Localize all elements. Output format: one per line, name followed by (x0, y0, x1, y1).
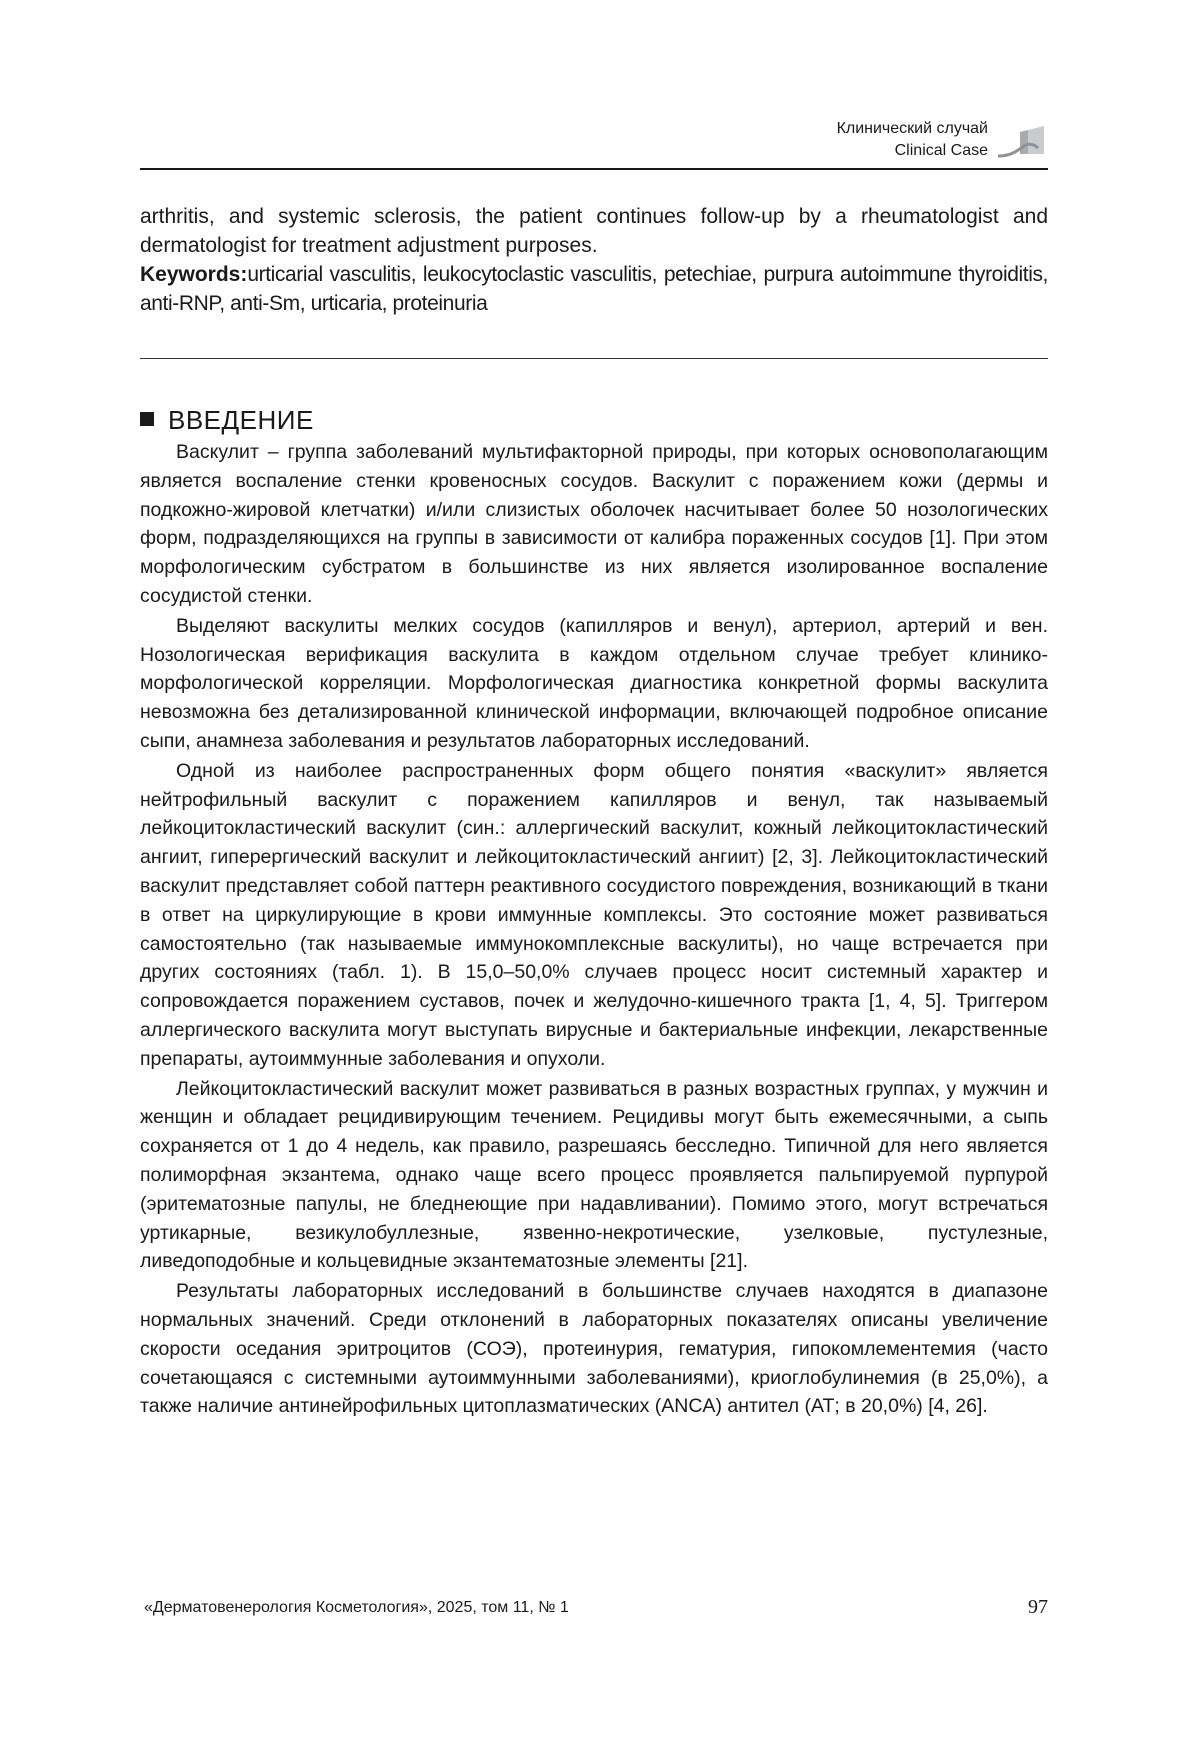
paragraph: Васкулит – группа заболеваний мультифакторной природы, при которых основополагающим является воспаление стенки кровеносных сосудов. Васкулит с поражением кожи (дермы и подкожно-жировой клетчатки) и/или слизистых оболочек насчитывает более 50 нозологических форм, подразделяющихся на группы в зависимости от калибра пораженных сосудов [1]. При этом морфологическим субстратом в большинстве из них является изолированное воспаление сосудистой стенки. (140, 441, 1048, 607)
section-heading (140, 404, 314, 436)
keywords-label: Keywords: (140, 263, 248, 286)
paragraph: Результаты лабораторных исследований в большинстве случаев находятся в диапазоне нормальных значений. Среди отклонений в лабораторных показателях описаны увеличение скорости оседания эритроцитов (СОЭ), протеинурия, гематурия, гипокомлементемия (часто сочетающаяся с системными аутоиммунными заболеваниями), криоглобулинемия (в 25,0%), а также наличие антинейрофильных цитоплазматических (ANCA) антител (АТ; в 20,0%) [4, 26]. (140, 1280, 1048, 1418)
square-bullet-icon (140, 412, 154, 426)
footer-journal: «Дерматовенерология Косметология», 2025, том 11, № 1 (144, 1599, 569, 1616)
paragraph: Выделяют васкулиты мелких сосудов (капилляров и венул), артериол, артерий и вен. Нозологическая верификация васкулита в каждом отдельном случае требует клинико-морфологической корреляции. Морфологическая диагностика конкретной формы васкулита невозможна без детализированной клинической информации, включающей подробное описание сыпи, анамнеза заболевания и результатов лабораторных исследований. (140, 614, 1048, 752)
paragraph: Одной из наиболее распространенных форм общего понятия «васкулит» является нейтрофильный васкулит с поражением капилляров и венул, так называемый лейкоцитокластический васкулит (син.: аллергический васкулит, кожный лейкоцитокластический ангиит, гиперергический васкулит и лейкоцитокластический ангиит) [2, 3]. Лейкоцитокластический васкулит представляет собой паттерн реактивного сосудистого повреждения, возникающий в ткани в ответ на циркулирующие в крови иммунные комплексы. Это состояние может развиваться самостоятельно (так называемые иммунокомплексные васкулиты), но чаще встречается при других состояниях (табл. 1). В 15,0–50,0% случаев процесс носит системный характер и сопровождается поражением суставов, почек и желудочно-кишечного тракта [1, 4, 5]. Триггером аллергического васкулита могут выступать вирусные и бактериальные инфекции, лекарственные препараты, аутоиммунные заболевания и опухоли. (140, 759, 1048, 1070)
page-number: 97 (1028, 1596, 1048, 1618)
abstract-text: arthritis, and systemic sclerosis, the patient continues follow-up by a rheumatologist and dermatologist for treatment adjustment purposes. (140, 205, 1048, 257)
keywords (140, 260, 1048, 318)
separator-line (140, 358, 1048, 359)
header-labels (837, 118, 988, 162)
keywords-text: urticarial vasculitis, leukocytoclastic vasculitis, petechiae, purpura autoimmune thyroiditis, anti-RNP, anti-Sm, urticaria, proteinuria (140, 263, 1048, 315)
journal-logo-icon (998, 124, 1048, 164)
body-text (140, 438, 1048, 1422)
header-section-ru: Клинический случай (836, 120, 988, 137)
abstract-continuation (140, 202, 1048, 318)
paragraph: Лейкоцитокластический васкулит может развиваться в разных возрастных группах, у мужчин и женщин и обладает рецидивирующим течением. Рецидивы могут быть ежемесячными, а сыпь сохраняется от 1 до 4 недель, как правило, разрешаясь бесследно. Типичной для него является полиморфная экзантема, однако чаще всего процесс проявляется пальпируемой пурпурой (эритематозные папулы, не бледнеющие при надавливании). Помимо этого, могут встречаться уртикарные, везикулобуллезные, язвенно-некротические, узелковые, пустулезные, ливедоподобные и кольцевидные экзантематозные элементы [21]. (140, 1077, 1048, 1273)
running-header (140, 118, 1048, 170)
running-footer (144, 1597, 1048, 1619)
section-title: ВВЕДЕНИЕ (168, 405, 314, 435)
header-section-en: Clinical Case (894, 142, 988, 159)
